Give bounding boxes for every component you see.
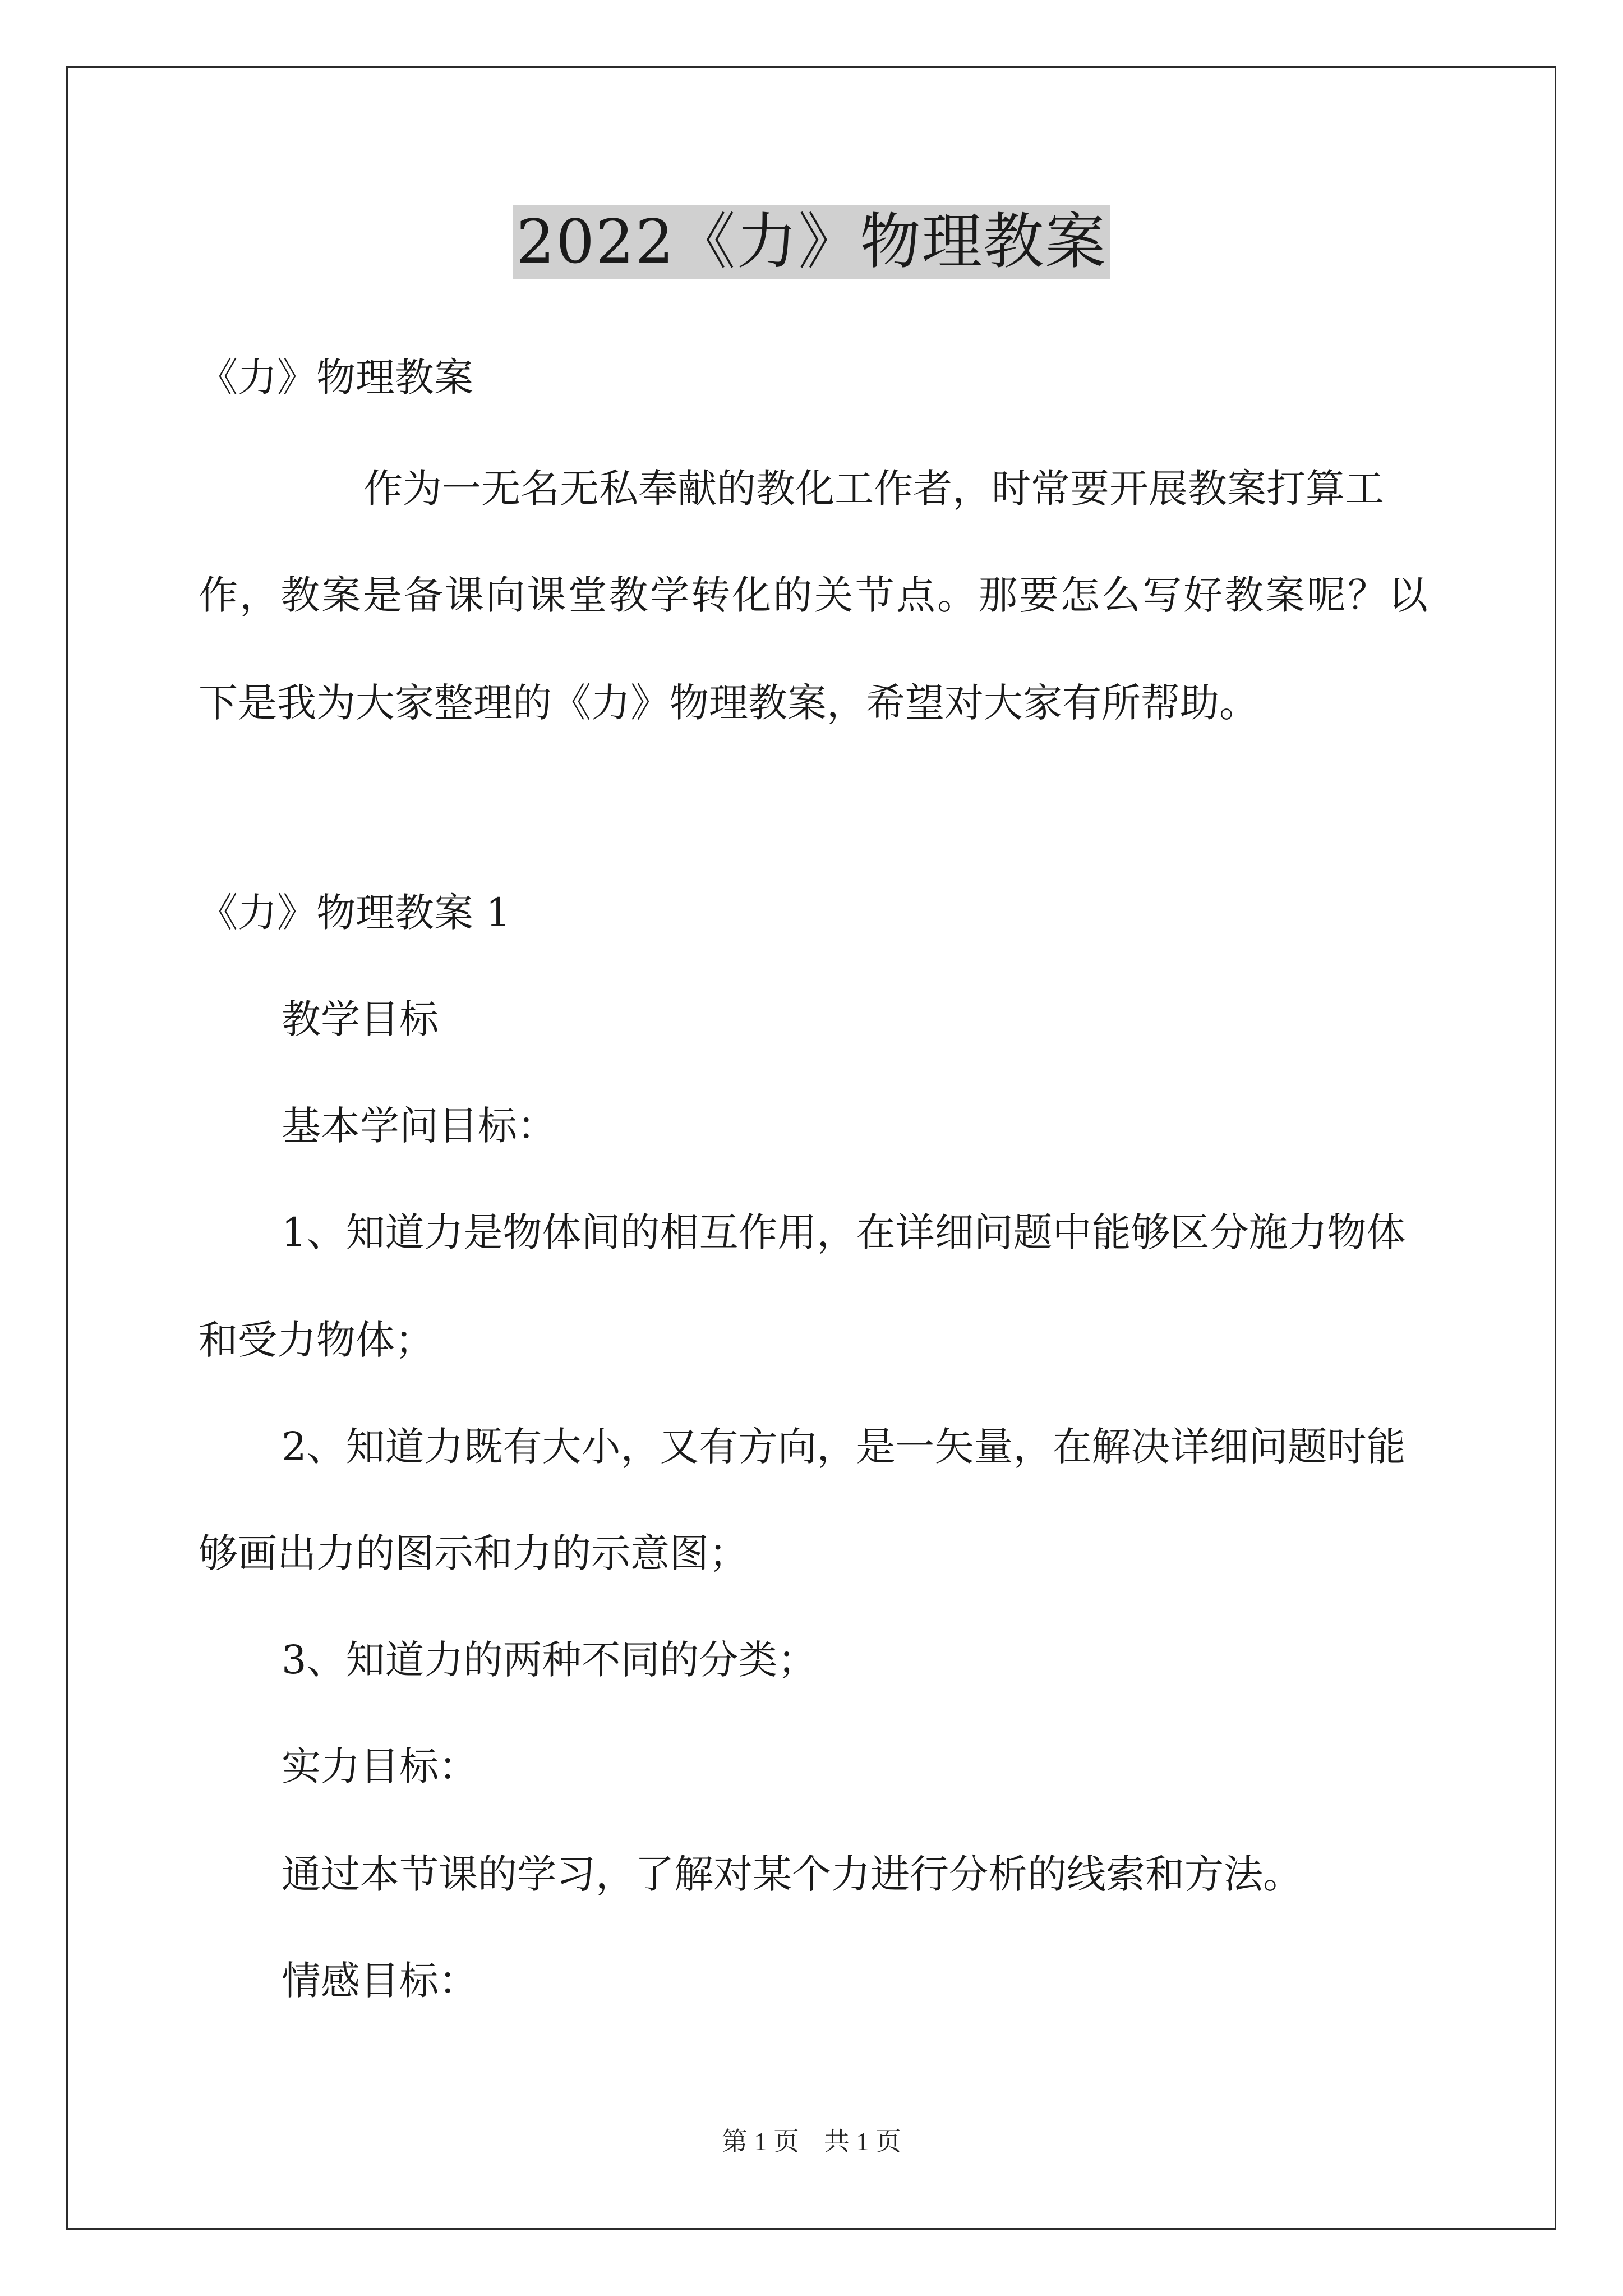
- goal-2-line-2: 够画出力的图示和力的示意图；: [199, 1530, 748, 1576]
- intro-line-3: 下是我为大家整理的《力》物理教案，希望对大家有所帮助。: [199, 680, 1258, 726]
- subtitle-line: 《力》物理教案: [199, 355, 473, 401]
- page-number-total: 共 1 页: [824, 2127, 901, 2156]
- document-title: 2022《力》物理教案: [513, 205, 1110, 279]
- knowledge-goals-heading: 基本学问目标：: [282, 1103, 556, 1149]
- ability-goals-heading: 实力目标：: [282, 1743, 478, 1789]
- goal-2-line-1: 2、知道力既有大小，又有方向，是一矢量，在解决详细问题时能: [282, 1424, 1406, 1470]
- teaching-goals-heading: 教学目标: [282, 996, 439, 1042]
- section-heading: 《力》物理教案 1: [199, 890, 511, 936]
- ability-goals-text: 通过本节课的学习，了解对某个力进行分析的线索和方法。: [282, 1851, 1302, 1897]
- emotion-goals-heading: 情感目标：: [282, 1958, 478, 2004]
- page-number-current: 第 1 页: [722, 2127, 799, 2156]
- intro-line-2: 作，教案是备课向课堂教学转化的关节点。那要怎么写好教案呢？以: [199, 572, 1428, 618]
- goal-1-line-1: 1、知道力是物体间的相互作用，在详细问题中能够区分施力物体: [282, 1209, 1406, 1255]
- page-footer: [0, 2126, 1623, 2157]
- goal-1-line-2: 和受力物体；: [199, 1317, 434, 1363]
- intro-line-1: 作为一无名无私奉献的教化工作者，时常要开展教案打算工: [363, 466, 1384, 512]
- title-container: [0, 205, 1623, 279]
- goal-3-line: 3、知道力的两种不同的分类；: [282, 1637, 817, 1683]
